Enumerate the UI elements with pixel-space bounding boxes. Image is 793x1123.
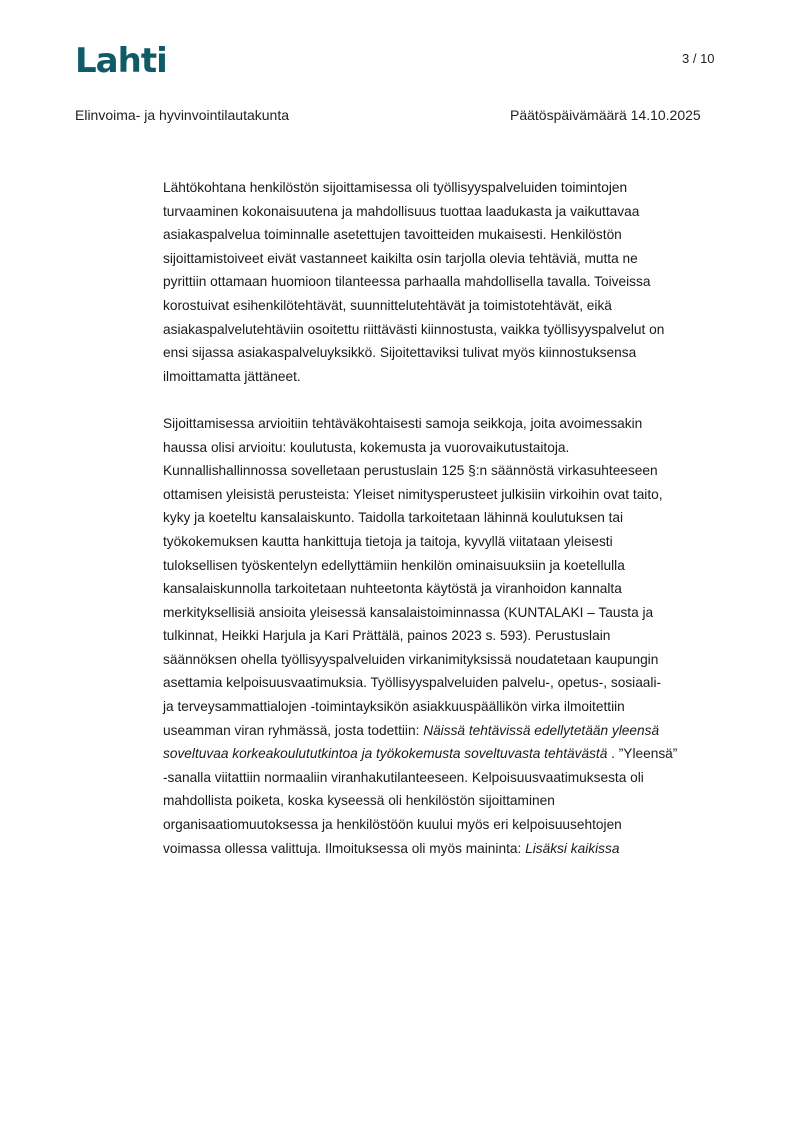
text-line: organisaatiomuutoksessa ja henkilöstöön kuului myös eri kelpoisuusehtojen — [163, 817, 622, 833]
text-line: ottamisen yleisistä perusteista: Yleiset nimitysperusteet julkisiin virkoihin ovat taito, — [163, 486, 663, 502]
text-line: pyrittiin ottamaan huomioon tilanteessa parhaalla mahdollisella tavalla. Toiveissa — [163, 274, 651, 290]
text-line: ja terveysammattialojen -toimintayksikön asiakkuuspäällikön virka ilmoitettiin — [163, 699, 625, 715]
italic-quote: soveltuvaa korkeakoulututkintoa ja työkokemusta soveltuvasta tehtävästä — [163, 746, 608, 762]
text-line: kansalaiskunnolla tarkoitetaan nuhteetonta käytöstä ja viranhoidon kannalta — [163, 581, 622, 597]
text-line: haussa olisi arvioitu: koulutusta, kokemusta ja vuorovaikutustaitoja. — [163, 439, 570, 455]
decision-date: Päätöspäivämäärä 14.10.2025 — [510, 107, 701, 123]
italic-quote: Lisäksi kaikissa — [525, 840, 620, 856]
paragraph-2 — [163, 412, 723, 860]
text-span: . ”Yleensä” — [607, 746, 678, 762]
text-line: Sijoittamisessa arvioitiin tehtäväkohtaisesti samoja seikkoja, joita avoimessakin — [163, 415, 643, 431]
text-span: voimassa ollessa valittuja. Ilmoituksessa oli myös maininta: — [163, 840, 526, 856]
text-line: turvaaminen kokonaisuutena ja mahdollisuus tuottaa laadukasta ja vaikuttavaa — [163, 203, 640, 219]
paragraph-1 — [163, 176, 723, 388]
text-line-mixed — [163, 742, 723, 766]
committee-name: Elinvoima- ja hyvinvointilautakunta — [75, 107, 289, 123]
page-number: 3 / 10 — [682, 51, 715, 66]
text-line: kyky ja koeteltu kansalaiskunto. Taidolla tarkoitetaan lähinnä koulutuksen tai — [163, 510, 624, 526]
text-line: asiakaspalvelutehtäviin osoitettu riittävästi kiinnostusta, vaikka työllisyyspalvelut on — [163, 321, 665, 337]
text-line: sijoittamistoiveet eivät vastanneet kaikilta osin tarjolla olevia tehtäviä, mutta ne — [163, 250, 638, 266]
text-line: merkityksellisiä ansioita yleisessä kansalaistoiminnassa (KUNTALAKI – Tausta ja — [163, 604, 654, 620]
text-line-mixed — [163, 837, 723, 861]
italic-quote: Näissä tehtävissä edellytetään yleensä — [423, 722, 660, 738]
text-line: mahdollista poiketa, koska kyseessä oli henkilöstön sijoittaminen — [163, 793, 555, 809]
text-line-mixed — [163, 719, 723, 743]
lahti-logo: Lahti — [75, 41, 167, 81]
text-line: tuloksellisen työskentelyn edellyttämiin henkilön ominaisuuksiin ja koetellulla — [163, 557, 625, 573]
text-line: Kunnallishallinnossa sovelletaan perustuslain 125 §:n säännöstä virkasuhteeseen — [163, 463, 658, 479]
text-line: ilmoittamatta jättäneet. — [163, 368, 301, 384]
document-body — [163, 176, 723, 884]
text-line: korostuivat esihenkilötehtävät, suunnittelutehtävät ja toimistotehtävät, eikä — [163, 297, 612, 313]
text-line: asettamia kelpoisuusvaatimuksia. Työllisyyspalveluiden palvelu-, opetus-, sosiaali- — [163, 675, 662, 691]
text-line: ensi sijassa asiakaspalveluyksikkö. Sijoitettaviksi tulivat myös kiinnostuksensa — [163, 345, 637, 361]
text-line: Lähtökohtana henkilöstön sijoittamisessa oli työllisyyspalveluiden toimintojen — [163, 180, 628, 195]
text-span: useamman viran ryhmässä, josta todettiin: — [163, 722, 424, 738]
text-line: asiakaspalvelua toiminnalle asetettujen tavoitteiden mukaisesti. Henkilöstön — [163, 227, 622, 243]
text-line: säännöksen ohella työllisyyspalveluiden virkanimityksissä noudatetaan kaupungin — [163, 651, 659, 667]
text-line: työkokemuksen kautta hankittuja tietoja ja taitoja, kyvyllä viitataan yleisesti — [163, 533, 613, 549]
text-line: -sanalla viitattiin normaaliin viranhakutilanteeseen. Kelpoisuusvaatimuksesta oli — [163, 769, 644, 785]
text-line: tulkinnat, Heikki Harjula ja Kari Prättälä, painos 2023 s. 593). Perustuslain — [163, 628, 611, 644]
